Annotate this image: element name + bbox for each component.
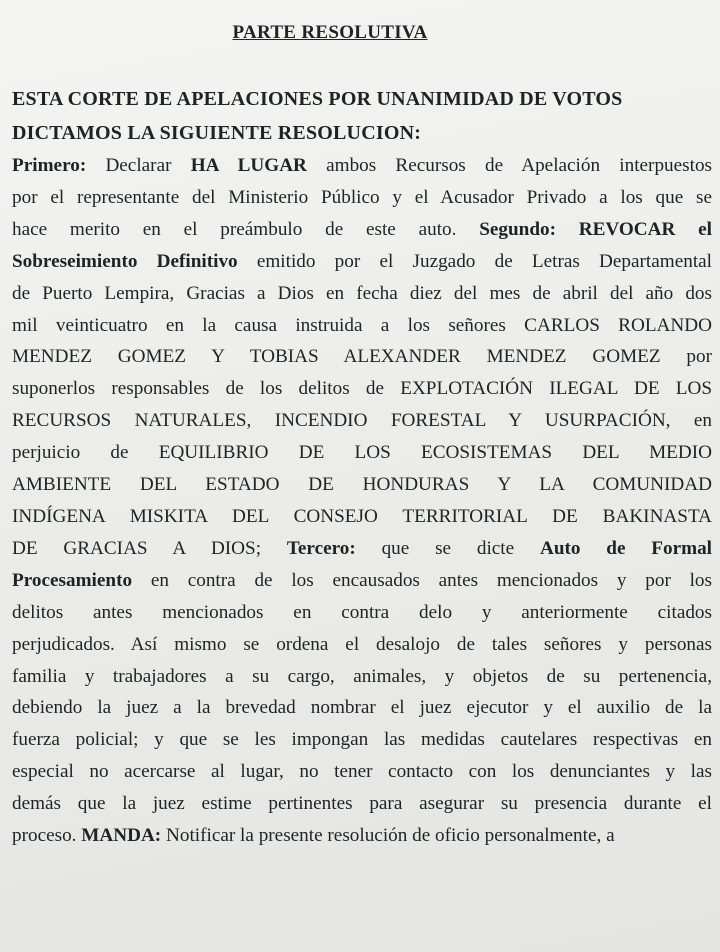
body-line	[12, 565, 712, 597]
body-line	[12, 820, 712, 852]
text-segment: AMBIENTE DEL ESTADO DE HONDURAS Y LA COMUNIDAD	[12, 474, 712, 496]
text-segment: suponerlos responsables de los delitos de EXPLOTACIÓN ILEGAL DE LOS	[12, 378, 712, 400]
resolution-body	[12, 150, 712, 852]
body-line	[12, 246, 712, 278]
text-segment: Notificar la presente resolución de oficio personalmente, a	[161, 825, 615, 847]
body-line	[12, 724, 712, 756]
body-line	[12, 405, 712, 437]
bold-segment: MANDA:	[81, 825, 162, 847]
body-line	[12, 214, 712, 246]
text-segment: Declarar	[86, 155, 191, 176]
text-segment: de Puerto Lempira, Gracias a Dios en fecha diez del mes de abril del año dos	[12, 282, 712, 304]
text-segment: debiendo la juez a la brevedad nombrar el juez ejecutor y el auxilio de la	[12, 697, 712, 719]
text-segment: familia y trabajadores a su cargo, animales, y objetos de su pertenencia,	[12, 665, 712, 687]
body-line	[12, 150, 712, 182]
body-line	[12, 278, 712, 310]
bold-segment: Auto de Formal	[539, 537, 713, 559]
body-line	[12, 373, 712, 405]
section-heading: PARTE RESOLUTIVA	[232, 22, 428, 43]
text-segment: perjuicio de EQUILIBRIO DE LOS ECOSISTEMAS DEL MEDIO	[12, 442, 712, 464]
text-segment: especial no acercarse al lugar, no tener contacto con los denunciantes y las	[12, 761, 712, 783]
intro-line: DICTAMOS LA SIGUIENTE RESOLUCION:	[12, 122, 422, 144]
text-segment: que se dicte	[355, 537, 540, 559]
text-segment: por el representante del Ministerio Público y el Acusador Privado a los que se	[12, 186, 712, 208]
bold-segment: Primero:	[12, 155, 87, 176]
bold-segment: Sobreseimiento Definitivo	[12, 250, 238, 272]
body-line	[12, 692, 712, 724]
body-line	[12, 597, 712, 629]
bold-segment: Procesamiento	[12, 569, 133, 591]
body-line	[12, 788, 712, 820]
text-segment: delitos antes mencionados en contra delo y anteriormente citados	[12, 601, 712, 623]
body-line	[12, 341, 712, 373]
text-segment: DE GRACIAS A DIOS;	[12, 537, 287, 559]
text-segment: RECURSOS NATURALES, INCENDIO FORESTAL Y USURPACIÓN, en	[12, 410, 712, 432]
bold-segment: HA LUGAR	[190, 155, 307, 176]
body-line	[12, 501, 712, 533]
body-line	[12, 661, 712, 693]
text-segment: ambos Recursos de Apelación interpuestos	[306, 155, 713, 176]
text-segment: en contra de los encausados antes mencionados y por los	[132, 569, 712, 591]
text-segment: mil veinticuatro en la causa instruida a los señores CARLOS ROLANDO	[12, 314, 712, 336]
text-segment: INDÍGENA MISKITA DEL CONSEJO TERRITORIAL DE BAKINASTA	[12, 505, 712, 527]
body-line	[12, 469, 712, 501]
intro-line: ESTA CORTE DE APELACIONES POR UNANIMIDAD DE VOTOS	[12, 88, 623, 110]
bold-segment: Tercero:	[286, 537, 356, 559]
intro-statement	[12, 82, 712, 150]
body-line	[12, 310, 712, 342]
text-segment: MENDEZ GOMEZ Y TOBIAS ALEXANDER MENDEZ GOMEZ por	[12, 346, 712, 368]
body-line	[12, 437, 712, 469]
body-line	[12, 182, 712, 214]
text-segment: emitido por el Juzgado de Letras Departamental	[237, 250, 712, 272]
text-segment: perjudicados. Así mismo se ordena el desalojo de tales señores y personas	[12, 633, 712, 655]
body-line	[12, 629, 712, 661]
text-segment: fuerza policial; y que se les impongan las medidas cautelares respectivas en	[12, 729, 712, 751]
body-line	[12, 533, 712, 565]
bold-segment: Segundo: REVOCAR el	[479, 218, 712, 240]
body-line	[12, 756, 712, 788]
text-segment: hace merito en el preámbulo de este auto.	[12, 218, 480, 240]
text-segment: demás que la juez estime pertinentes para asegurar su presencia durante el	[12, 793, 712, 815]
text-segment: proceso.	[12, 825, 82, 847]
